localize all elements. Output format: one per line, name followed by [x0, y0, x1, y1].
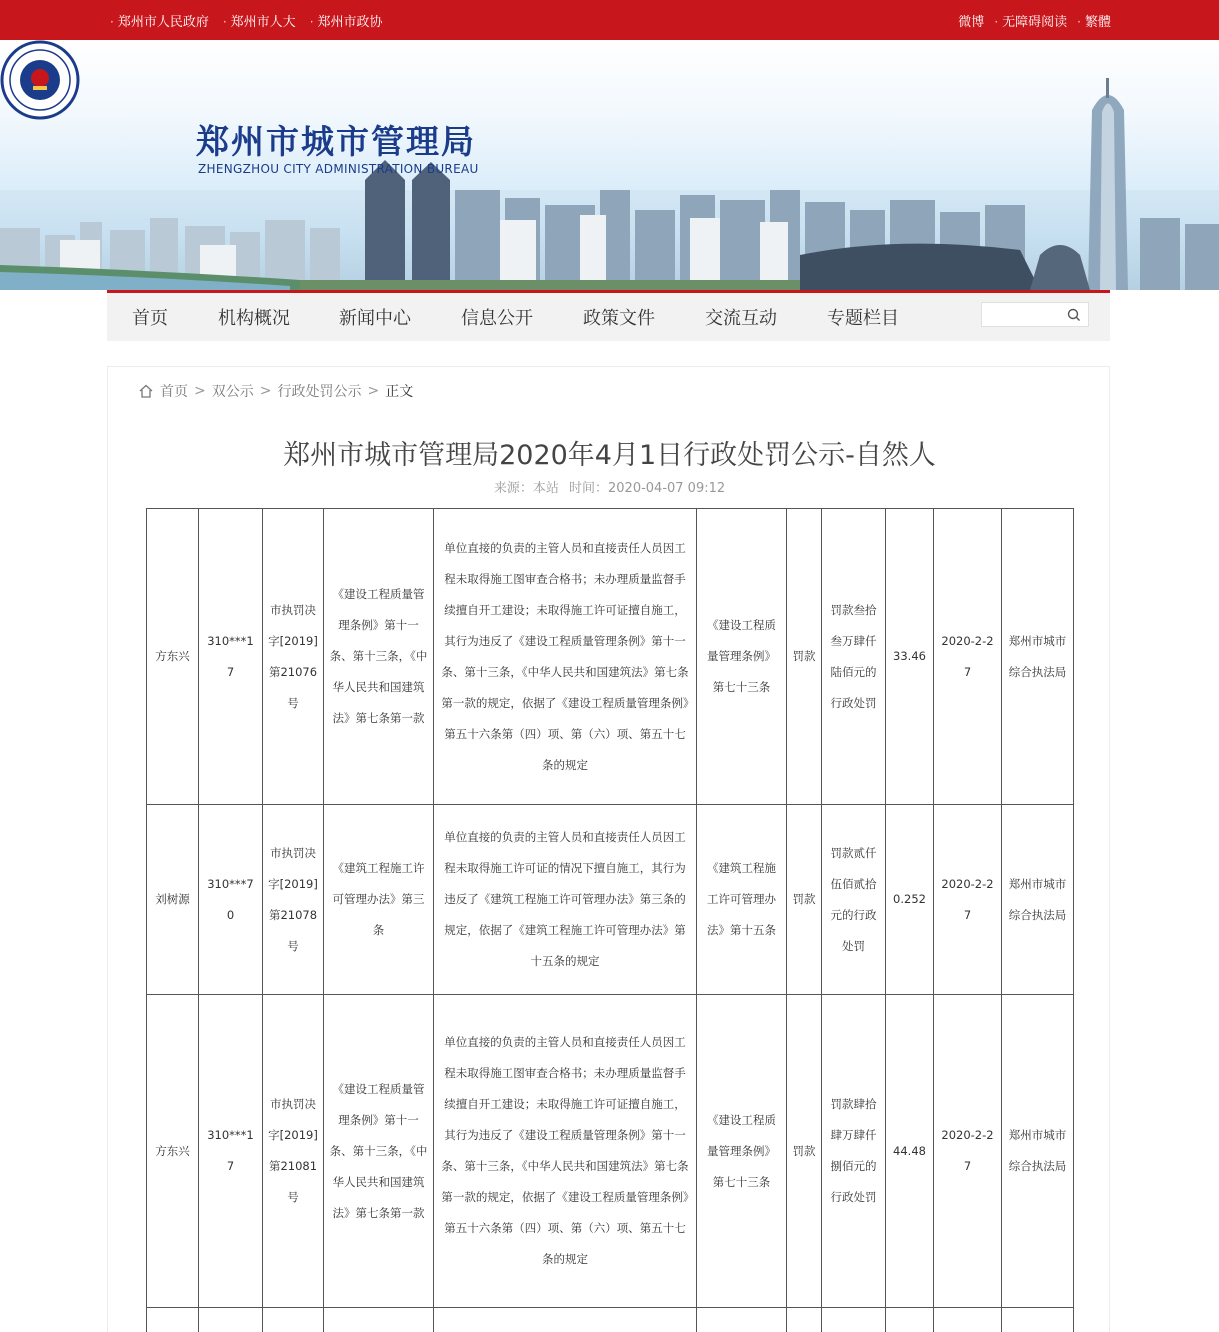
home-icon	[138, 383, 154, 399]
breadcrumb-current: 正文	[385, 384, 414, 400]
nav-items	[107, 293, 899, 341]
cell-violation-basis: 《建筑工程施工许可管理办法》第三条	[324, 805, 434, 995]
top-links-right	[948, 0, 1111, 40]
top-link-zhengzhou-gov[interactable]: · 郑州市人民政府	[110, 14, 209, 30]
cell-name	[147, 1308, 199, 1332]
cell-enforcement-org: 郑州市城市综合执法局	[1002, 805, 1074, 995]
breadcrumb-home[interactable]: 首页	[160, 384, 188, 400]
top-bar	[0, 0, 1219, 40]
cell-penalty-type: 罚款	[787, 805, 822, 995]
cell-id-number: 310***17	[199, 995, 263, 1308]
nav-item-info-disclosure[interactable]: 信息公开	[461, 308, 533, 329]
cell-penalty-result	[822, 1308, 886, 1332]
top-link-traditional-chinese[interactable]: · 繁體	[1077, 14, 1111, 30]
cell-enforcement-org: 郑州市城市综合执法局	[1002, 509, 1074, 805]
main-nav	[107, 290, 1110, 341]
cell-penalty-basis: 《建筑工程施工许可管理办法》第十五条	[697, 805, 787, 995]
nav-item-news[interactable]: 新闻中心	[339, 308, 411, 329]
cell-penalty-type: 罚款	[787, 509, 822, 805]
cell-decision-number: 市执罚决字[2019]第21078号	[263, 805, 324, 995]
search-icon[interactable]	[1066, 307, 1082, 323]
cell-violation-basis: 《建设工程质量管理条例》第十一条、第十三条，《中华人民共和国建筑法》第七条第一款	[324, 509, 434, 805]
city-skyline-image	[0, 40, 1219, 290]
cell-id-number: 310***17	[199, 509, 263, 805]
cell-violation-basis: 《建设工程质量管理条例》第十一条、第十三条，《中华人民共和国建筑法》第七条第一款	[324, 995, 434, 1308]
article-time: 时间：2020-04-07 09:12	[569, 481, 726, 496]
table-row	[147, 509, 1074, 805]
top-links-left	[110, 0, 397, 40]
cell-id-number: 310***70	[199, 805, 263, 995]
article-source: 来源：本站	[493, 481, 559, 496]
cell-decision-date: 2020-2-27	[934, 805, 1002, 995]
cell-violation-facts: 单位直接的负责的主管人员和直接责任人员因工程未取得施工许可证的情况下擅自施工，其行为违反了《建筑工程施工许可管理办法》第三条的规定，依据了《建筑工程施工许可管理办法》第十五条的规定	[434, 805, 697, 995]
cell-amount: 44.48	[886, 995, 934, 1308]
search-box	[981, 302, 1089, 327]
cell-name: 方东兴	[147, 995, 199, 1308]
table-row	[147, 1308, 1074, 1332]
cell-penalty-result: 罚款贰仟伍佰贰拾元的行政处罚	[822, 805, 886, 995]
table-row	[147, 995, 1074, 1308]
chevron-right-icon: >	[194, 383, 206, 399]
top-link-accessibility[interactable]: · 无障碍阅读	[994, 14, 1068, 30]
city-administration-emblem-icon	[0, 40, 80, 120]
cell-penalty-result: 罚款肆拾肆万肆仟捌佰元的行政处罚	[822, 995, 886, 1308]
article-container	[107, 366, 1110, 1332]
cell-name: 方东兴	[147, 509, 199, 805]
cell-violation-facts: 单位直接的负责的主管人员和直接责任人员因工程未取得施工图审查合格书；未办理质量监督手续擅自开工建设；未取得施工许可证擅自施工，其行为违反了《建设工程质量管理条例》第十一条、第十三条，《中华人民共和国建筑法》第七条第一款的规定，依据了《建设工程质量管理条例》第五十六条第（四）项、第（六）项、第五十七条的规定	[434, 509, 697, 805]
cell-decision-date: 2020-2-27	[934, 995, 1002, 1308]
search-input[interactable]	[986, 306, 1064, 324]
cell-violation-basis	[324, 1308, 434, 1332]
nav-item-policy[interactable]: 政策文件	[583, 308, 655, 329]
breadcrumb	[138, 381, 413, 401]
cell-penalty-basis	[697, 1308, 787, 1332]
cell-penalty-basis: 《建设工程质量管理条例》第七十三条	[697, 995, 787, 1308]
table-row	[147, 805, 1074, 995]
site-title: 郑州市城市管理局	[196, 122, 476, 161]
cell-amount: 0.252	[886, 805, 934, 995]
cell-amount: 33.46	[886, 509, 934, 805]
breadcrumb-dual-disclosure[interactable]: 双公示	[211, 384, 254, 400]
nav-item-about[interactable]: 机构概况	[218, 308, 290, 329]
top-link-weibo[interactable]: 微博	[958, 14, 985, 30]
nav-item-interaction[interactable]: 交流互动	[705, 308, 777, 329]
chevron-right-icon: >	[367, 383, 380, 399]
nav-item-home[interactable]: 首页	[132, 308, 168, 329]
nav-item-special[interactable]: 专题栏目	[827, 308, 899, 329]
cell-penalty-type	[787, 1308, 822, 1332]
top-link-zhengzhou-cppcc[interactable]: · 郑州市政协	[309, 14, 383, 30]
cell-name: 刘树源	[147, 805, 199, 995]
article-title: 郑州市城市管理局2020年4月1日行政处罚公示-自然人	[283, 440, 936, 471]
cell-decision-date	[934, 1308, 1002, 1332]
header-banner	[0, 40, 1219, 290]
cell-decision-number	[263, 1308, 324, 1332]
breadcrumb-penalty-disclosure[interactable]: 行政处罚公示	[277, 384, 362, 400]
cell-decision-number: 市执罚决字[2019]第21076号	[263, 509, 324, 805]
cell-enforcement-org: 郑州市城市综合执法局	[1002, 995, 1074, 1308]
cell-penalty-result: 罚款叁拾叁万肆仟陆佰元的行政处罚	[822, 509, 886, 805]
cell-penalty-basis: 《建设工程质量管理条例》第七十三条	[697, 509, 787, 805]
site-subtitle: ZHENGZHOU CITY ADMINISTRATION BUREAU	[198, 162, 479, 176]
cell-enforcement-org	[1002, 1308, 1074, 1332]
cell-decision-date: 2020-2-27	[934, 509, 1002, 805]
cell-penalty-type: 罚款	[787, 995, 822, 1308]
chevron-right-icon: >	[259, 383, 272, 399]
cell-violation-facts	[434, 1308, 697, 1332]
cell-id-number	[199, 1308, 263, 1332]
cell-violation-facts: 单位直接的负责的主管人员和直接责任人员因工程未取得施工图审查合格书；未办理质量监督手续擅自开工建设；未取得施工许可证擅自施工，其行为违反了《建设工程质量管理条例》第十一条、第十三条，《中华人民共和国建筑法》第七条第一款的规定，依据了《建设工程质量管理条例》第五十六条第（四）项、第（六）项、第五十七条的规定	[434, 995, 697, 1308]
cell-decision-number: 市执罚决字[2019]第21081号	[263, 995, 324, 1308]
cell-amount	[886, 1308, 934, 1332]
penalty-table	[146, 508, 1074, 1332]
top-link-zhengzhou-npc[interactable]: · 郑州市人大	[222, 14, 296, 30]
article-meta	[108, 477, 1111, 496]
